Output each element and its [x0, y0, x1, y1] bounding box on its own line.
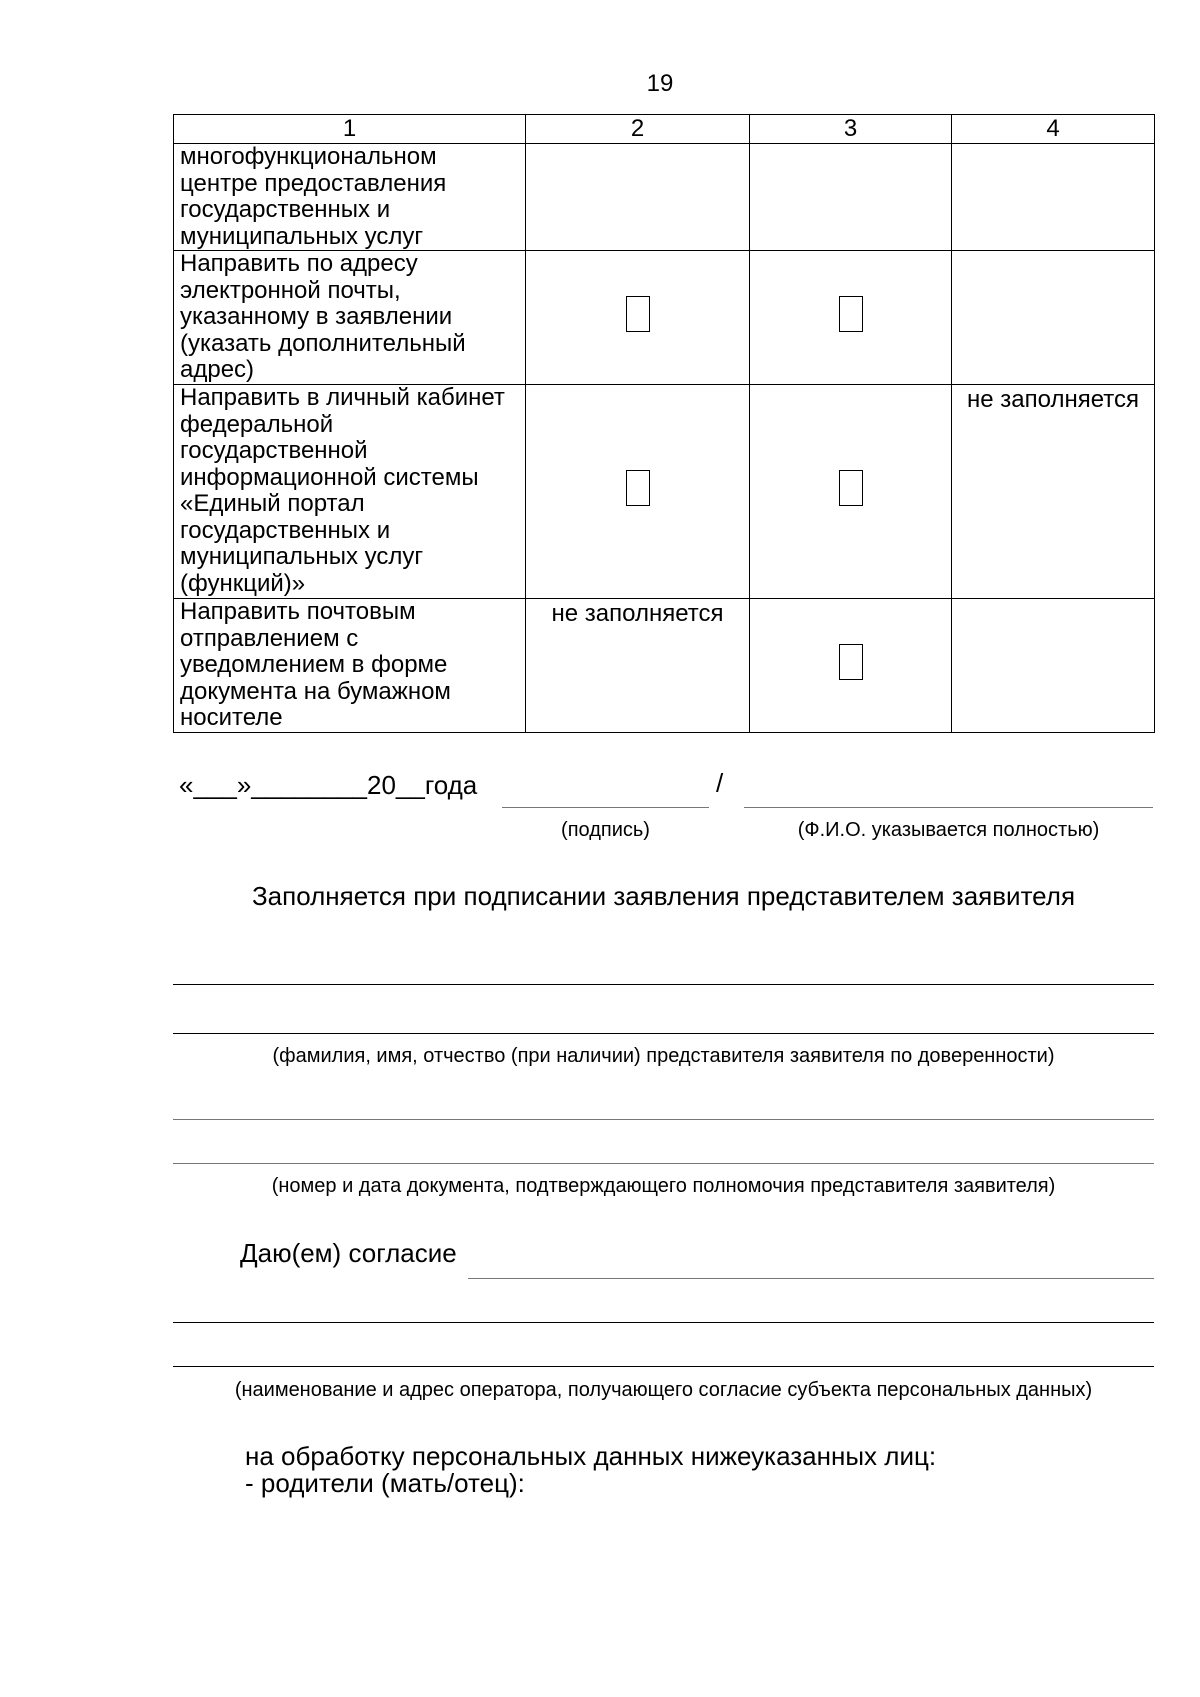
row-post-col-4	[952, 599, 1155, 733]
representative-document-caption: (номер и дата документа, подтверждающего полномочия представителя заявителя)	[271, 1175, 1056, 1197]
row-epgu-col-4-note: не заполняется	[952, 385, 1155, 599]
signature-slash: /	[716, 768, 724, 798]
row-mfc-col-2	[526, 144, 750, 251]
table-header-col-4: 4	[952, 115, 1155, 144]
table-row	[174, 144, 1155, 251]
row-post-col-3	[750, 599, 952, 733]
table-header-row	[174, 115, 1155, 144]
epgu-col-3-checkbox[interactable]	[839, 470, 863, 506]
row-email-col-2	[526, 251, 750, 385]
representative-document-line-2[interactable]	[173, 1163, 1154, 1164]
table-row	[174, 385, 1155, 599]
consent-label: Даю(ем) согласие	[240, 1238, 457, 1268]
representative-name-caption: (фамилия, имя, отчество (при наличии) представителя заявителя по доверенности)	[272, 1045, 1055, 1067]
row-epgu-col-2	[526, 385, 750, 599]
row-label-post: Направить почтовым отправлением с уведомлением в форме документа на бумажном носителе	[174, 599, 526, 733]
consent-line-3[interactable]	[173, 1366, 1154, 1367]
consent-parents-text: - родители (мать/отец):	[245, 1468, 525, 1498]
row-label-email: Направить по адресу электронной почты, указанному в заявлении (указать дополнительный адрес)	[174, 251, 526, 385]
row-mfc-col-3	[750, 144, 952, 251]
fio-caption: (Ф.И.О. указывается полностью)	[797, 819, 1100, 841]
consent-operator-caption: (наименование и адрес оператора, получающего согласие субъекта персональных данных)	[234, 1379, 1093, 1401]
signature-line[interactable]	[502, 807, 709, 808]
row-mfc-col-4	[952, 144, 1155, 251]
table-row	[174, 251, 1155, 385]
representative-document-line-1[interactable]	[173, 1119, 1154, 1120]
post-col-3-checkbox[interactable]	[839, 644, 863, 680]
table-row	[174, 599, 1155, 733]
consent-processing-text: на обработку персональных данных нижеуказанных лиц:	[245, 1441, 937, 1471]
row-post-col-2-note: не заполняется	[526, 599, 750, 733]
representative-name-line-1[interactable]	[173, 984, 1154, 985]
email-col-2-checkbox[interactable]	[626, 296, 650, 332]
epgu-col-2-checkbox[interactable]	[626, 470, 650, 506]
signature-caption: (подпись)	[561, 819, 650, 841]
consent-line-1[interactable]	[468, 1278, 1154, 1279]
delivery-method-table	[173, 114, 1155, 733]
page-number: 19	[646, 70, 674, 97]
date-line: «___»________20__года	[179, 770, 478, 800]
consent-line-2[interactable]	[173, 1322, 1154, 1323]
table-header-col-3: 3	[750, 115, 952, 144]
representative-name-line-2[interactable]	[173, 1033, 1154, 1034]
row-email-col-4	[952, 251, 1155, 385]
row-epgu-col-3	[750, 385, 952, 599]
row-label-mfc: многофункциональном центре предоставления государственных и муниципальных услуг	[174, 144, 526, 251]
email-col-3-checkbox[interactable]	[839, 296, 863, 332]
table-header-col-1: 1	[174, 115, 526, 144]
fio-line[interactable]	[744, 807, 1153, 808]
row-email-col-3	[750, 251, 952, 385]
row-label-epgu: Направить в личный кабинет федеральной государственной информационной системы «Единый портал государственных и муниципальных услуг (функций)»	[174, 385, 526, 599]
table-header-col-2: 2	[526, 115, 750, 144]
representative-heading: Заполняется при подписании заявления представителем заявителя	[251, 881, 1076, 911]
